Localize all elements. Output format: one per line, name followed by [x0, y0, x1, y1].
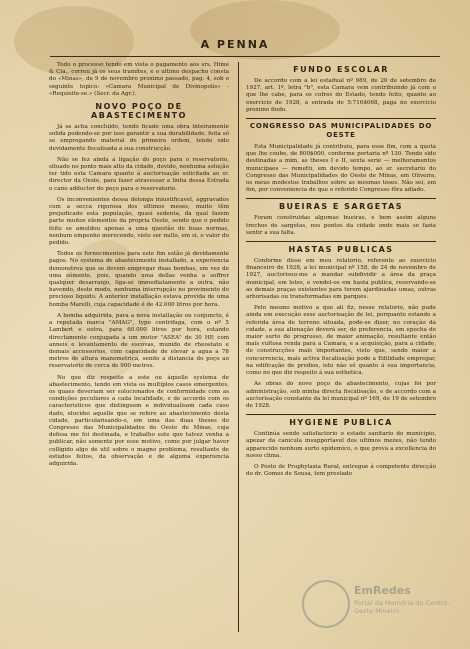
paper-stain	[190, 0, 340, 60]
section-rule	[246, 241, 436, 242]
watermark-title: EmRedes	[354, 584, 411, 597]
watermark-logo-icon	[302, 580, 350, 628]
left-column	[49, 62, 229, 472]
header-rule	[50, 56, 440, 57]
paragraph: Foram construidas algumas bueiras, e bem assim alguns trechos de sargetas, nos pontos da cidade onde mais se fazia sentir a sua falta.	[246, 215, 436, 236]
section-heading-novo-poco: NOVO POÇO DE ABASTECIMENTO	[91, 102, 187, 121]
paragraph: Os inconvenientes dessa delonga iniustificavel, aggravados com a secca rigorosa dos ultimos meses, muito têm prejudicado esta população, quasi sedenta, da qual fazem parte muitos elementos da propria Oeste, sendo que o pedido feito se amoldou apenas a uma questão de boas normas, nenhum empenho merecendo, visto ser nullo, em si, o valor do pedido.	[49, 196, 229, 247]
paragraph: A bomba adquirida, para a nova installação ou conjuncto, é a reputada marca "AMAG", typo centrifuga, com o nº 5 Lambert e outra, para 60.000 litros por hora, estando directamente conjugada a um motor "ASEA" de 30 HP, com anneis e levantamento de escovas, munido de rheostato e demais accessorios, com capacidade de elevar a agua a 78 metros de altura manometrica, sendo a distancia do poço ao reservatorio de cerca de 900 metros.	[49, 312, 229, 370]
intro-paragraph: Todo o processo tendo em vista o pagamento aos srs. Hime & Cia., correu já os seus tramites, e o ultimo despacho consta do «Minas», de 9 de novembro proximo passado, pag. 4, sob o seguinte topico: «Camara Municipal de Divinopolis» - «Requisite-se.» (Secr. da Agr.).	[49, 62, 229, 97]
watermark	[302, 574, 462, 634]
paragraph: Continúa sendo satisfactorio o estado sanitario do municipio, apezar da canicula insupportavel dos ultimos mezes, não tendo apparecido nenhum surto epidemico, o que prova a excellencia do nosso clima.	[246, 431, 436, 459]
paragraph: Já se acha concluido, tendo ficado uma obra inteiramente solida podendo-se por isso garantir a sua durabilidade, feita só se empregando material de primeira ordem, tendo sido devidamente fiscalisada a sua construcção.	[49, 124, 229, 152]
paragraph: Esta Municipalidade já contribuiu, para esse fim, com a quota que lhe coube, de 800$000, conforme portaria nº 130. Tendo sido destinadas a mim, as theses I e II, sexta serie — melhoramentos municipaes — remetti, em devido tempo, ao sr. secretario do Congresso das Municipalidades do Oeste de Minas, em Oliveira, os meus modestos trabalhos sobre as mesmas teses. Não sei, em fim, por conveniencia de que o referido Congresso fôra adiado.	[246, 144, 436, 194]
paragraph: Pelo mesmo motivo a que ali fiz, nesse relatorio, não pude ainda em execução esse auctorisação de lei, porquanto estando a referida área de terreno situada, pode-se dizer, no coração da cidade, a sua alienação deverá ser, de preferencia, em epocha de maior surto de progresso, de maior animação, resultante então mais vultosa renda para a Camara, e a acquisição, para a cidade, de construcções mais importantes, visto que, sendo maior a concurrencia, mais activa fiscalisação pode a Edilidade empregar, na edificação de predios, isto não só quanto á sua importancia, como no que diz respeito á sua esthetica.	[246, 305, 436, 377]
paragraph: De accordo com a lei estadual nº 989, de 20 de setembro de 1927, art. 1º, letra "b", esta Camara vem contribuindo já com o que lhe cabe, para os cofres do Estado, tendo feito, quanto ao exercicio de 1928, a entrada de 5:716$068, paga no exercicio proximo findo.	[246, 78, 436, 113]
column-divider	[238, 62, 239, 632]
section-heading-bueiras: BUEIRAS E SARGETAS	[278, 202, 404, 212]
paragraph: Não se fez ainda a ligação do poço para o reservatorio, situado no ponto mais alto da cidade, devido, nenhuma solução ter tido esta Camara quanto á auctorisação solicitada ao sr. director da Oeste, para fazer atravessar a linha dessa Estrada o cano adductor do poço para o reservatorio.	[49, 156, 229, 192]
section-rule	[246, 198, 436, 199]
section-heading-fundo-escolar: FUNDO ESCOLAR	[293, 65, 389, 74]
paragraph: No que diz respeito a este ou áquelle systema de abastecimento, tendo em vista os multiplos casos emergentes, os quaes deveriam ser solucionados de conformidade com as condições peculiares a cada localidade, e de accordo com os caracteristicos que distinguem e individualisam cada caso dado, elucidei aquelle que se refere ao abastecimento desta cidade, particularisando-o, em uma das duas theses do Congresso das Municipalidades do Oeste de Minas, cuja defesa me foi destinada, e trabalho este que talvez venha a publicar, não somente por esse motivo, como por julgar haver colligido algo de util sobre o magno problema, resultante de estudos feitos, da observação e de alguma experiencia adquirida.	[49, 374, 229, 467]
section-heading-hastas: HASTAS PUBLICAS	[288, 245, 394, 255]
paragraph: Conforme disse em meu relatorio, referente ao exercicio financeiro de 1928, a lei municipal nº 158, de 24 de novembro de 1927, auctorisou-me a mandar subdividir a área da praça municipal, em lotes, e vendel-os em hasta publica, reservando-se as demais praças existentes para terem ajardinadas umas, outras arborisadas ou transformadas em parques.	[246, 258, 436, 301]
section-rule	[246, 118, 436, 119]
watermark-subtitle: Portal da Memória do Centro-Oeste Mineiro	[354, 599, 450, 615]
paragraph: O Posto de Prophylaxia Rural, entregue á competente direcção do dr. Gomes de Sousa, tem prestado	[246, 463, 436, 478]
right-column	[246, 62, 436, 482]
section-rule	[246, 414, 436, 415]
section-heading-hygiene: HYGIENE PUBLICA	[289, 418, 393, 428]
paragraph: As obras do novo poço de abastecimento, cujas foi por administração, sob minha directa fiscalisação, e de accordo com a auctorisação constante da lei municipal nº 169, de 19 de setembro de 1928.	[246, 381, 436, 409]
paragraph: Todos os fornecimentos para este fim estão já devidamente pagos. No systema de abastecimento installado, a experiencia demonstrou que se devem empregar duas bombas, em vez de uma sómente, pois, quando uma dellas venha a soffrer qualquer desarranjo, liga-se immediatamente a outra, não havendo, deste modo, nenhuma interrupção no provimento do precioso liquido. A anterior installação estava provida de uma bomba Marelli, cuja capacidade é de 42.000 litros por hora.	[49, 251, 229, 308]
masthead: A PENNA	[200, 38, 270, 51]
section-heading-congresso: CONGRESSO DAS MUNICIPALIDADES DO OESTE	[249, 122, 433, 140]
